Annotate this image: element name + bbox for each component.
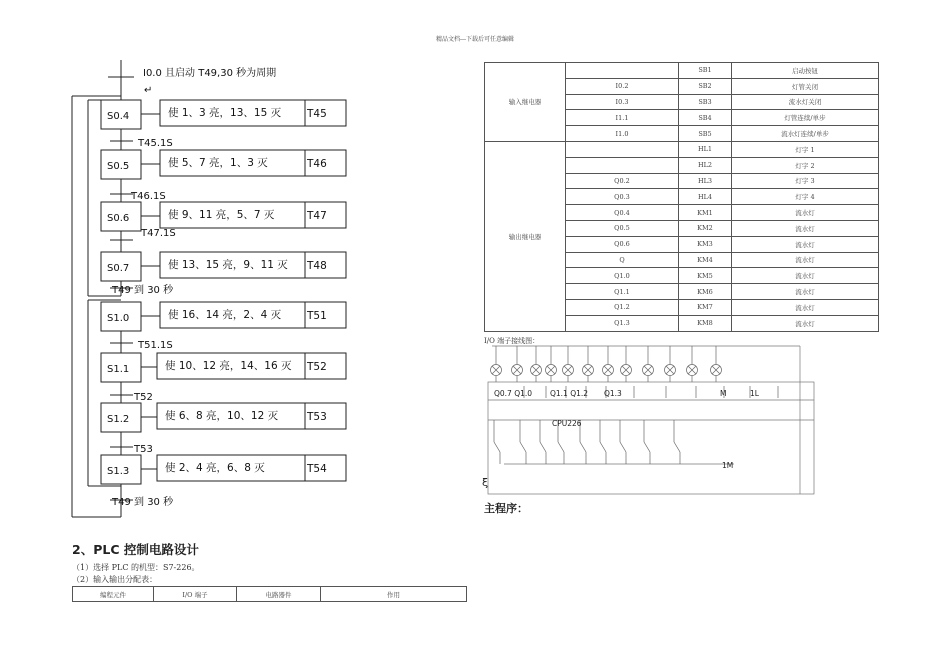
terminal-q13: Q1.3: [604, 389, 622, 398]
switch-icon: [494, 442, 500, 452]
switch-icon: [674, 442, 680, 452]
table-row: [485, 141, 879, 157]
step-label: S0.7: [107, 263, 130, 274]
table-cell: KM8: [679, 315, 732, 331]
table-cell: I0.2: [566, 78, 679, 94]
table-cell: 流水灯: [732, 268, 879, 284]
step-label: S1.3: [107, 466, 130, 477]
transition-label: T49 到 30 秒: [112, 285, 174, 296]
stray-mark: ξ: [482, 476, 489, 489]
init-return-mark: ↵: [144, 85, 153, 96]
action-text: 使 1、3 亮，13、15 灭: [168, 107, 282, 119]
table-cell: SB1: [679, 63, 732, 79]
table-cell: 流水灯连续/单步: [732, 126, 879, 142]
transition-label: T46.1S: [131, 191, 166, 202]
terminal-m: M: [720, 389, 727, 398]
action-text: 使 16、14 亮，2、4 灭: [168, 309, 282, 321]
transition-label: T47.1S: [141, 228, 176, 239]
header-cell: 作用: [321, 587, 467, 602]
page-header: 精品文档---下载后可任意编辑: [435, 36, 515, 43]
sfc-diagram: [0, 0, 480, 540]
transition-label: T51.1S: [138, 340, 173, 351]
terminal-1l: 1L: [750, 389, 759, 398]
timer-label: T52: [307, 361, 327, 373]
table-cell: 流水灯: [732, 315, 879, 331]
table-cell: HL1: [679, 141, 732, 157]
table-cell: 流水灯: [732, 284, 879, 300]
step-label: S0.5: [107, 161, 130, 172]
table-cell: Q0.3: [566, 189, 679, 205]
table-cell: 流水灯: [732, 205, 879, 221]
header-cell: 编程元件: [73, 587, 154, 602]
table-cell: HL3: [679, 173, 732, 189]
step-label: S1.2: [107, 414, 130, 425]
timer-label: T46: [307, 158, 327, 170]
table-cell: 灯管关闭: [732, 78, 879, 94]
table-cell: 灯字 3: [732, 173, 879, 189]
switch-icon: [520, 442, 526, 452]
timer-label: T53: [307, 411, 327, 423]
table-cell: I1.1: [566, 110, 679, 126]
action-text: 使 9、11 亮，5、7 灭: [168, 209, 275, 221]
table-cell: Q: [566, 252, 679, 268]
switch-icon: [558, 442, 564, 452]
io-allocation-table: [484, 62, 879, 332]
table-cell: KM7: [679, 299, 732, 315]
main-program-label: 主程序：: [484, 502, 528, 515]
action-text: 使 2、4 亮，6、8 灭: [165, 462, 265, 474]
table-cell: [566, 157, 679, 173]
step-label: S1.1: [107, 364, 130, 375]
table-cell: Q0.6: [566, 236, 679, 252]
table-cell: 流水灯: [732, 299, 879, 315]
table-cell: 流水灯: [732, 220, 879, 236]
table-cell: Q1.1: [566, 284, 679, 300]
table-cell: 流水灯: [732, 252, 879, 268]
switch-icon: [600, 442, 606, 452]
init-note: I0.0 且启动 T49,30 秒为周期: [143, 68, 277, 79]
header-cell: I/O 端子: [154, 587, 237, 602]
transition-label: T45.1S: [138, 138, 173, 149]
table-cell: Q1.0: [566, 268, 679, 284]
table-cell: SB3: [679, 94, 732, 110]
plc-model-note: （1）选择 PLC 的机型：S7-226。: [72, 563, 200, 572]
timer-label: T45: [307, 108, 327, 120]
table-cell: Q1.2: [566, 299, 679, 315]
wiring-caption: I/O 端子接线图：: [484, 337, 540, 345]
table-cell: Q0.4: [566, 205, 679, 221]
action-text: 使 5、7 亮，1、3 灭: [168, 157, 268, 169]
terminal-q07-q10: Q0.7 Q1.0: [494, 389, 533, 398]
table-cell: 灯字 4: [732, 189, 879, 205]
timer-label: T47: [307, 210, 327, 222]
common-label: 1M: [722, 461, 734, 470]
table-cell: 启动按钮: [732, 63, 879, 79]
table-cell: SB4: [679, 110, 732, 126]
table-cell: KM2: [679, 220, 732, 236]
table-cell: Q0.2: [566, 173, 679, 189]
table-cell: [566, 141, 679, 157]
table-cell: 流水灯: [732, 236, 879, 252]
table-cell: 灯字 1: [732, 141, 879, 157]
timer-label: T54: [307, 463, 327, 475]
cpu-label: CPU226: [552, 419, 582, 428]
table-cell: [566, 63, 679, 79]
table-cell: HL4: [679, 189, 732, 205]
table-cell: KM3: [679, 236, 732, 252]
table-cell: I1.0: [566, 126, 679, 142]
terminal-q11-q12: Q1.1 Q1.2: [550, 389, 589, 398]
step-label: S1.0: [107, 313, 130, 324]
action-text: 使 10、12 亮，14、16 灭: [165, 360, 292, 372]
table-cell: HL2: [679, 157, 732, 173]
timer-label: T51: [307, 310, 327, 322]
transition-label: T52: [134, 392, 153, 403]
action-text: 使 13、15 亮，9、11 灭: [168, 259, 288, 271]
wiring-diagram: [484, 344, 814, 500]
table-cell: 灯管连续/单步: [732, 110, 879, 126]
switch-icon: [644, 442, 650, 452]
group-cell: 输入继电器: [485, 63, 566, 142]
table-cell: Q1.3: [566, 315, 679, 331]
table-cell: KM4: [679, 252, 732, 268]
table-cell: KM1: [679, 205, 732, 221]
header-cell: 电路器件: [237, 587, 321, 602]
transition-label: T53: [134, 444, 153, 455]
table-cell: 流水灯关闭: [732, 94, 879, 110]
step-label: S0.4: [107, 111, 130, 122]
transition-label: T49 到 30 秒: [112, 497, 174, 508]
table-cell: KM6: [679, 284, 732, 300]
step-label: S0.6: [107, 213, 130, 224]
table-cell: KM5: [679, 268, 732, 284]
action-text: 使 6、8 亮，10、12 灭: [165, 410, 279, 422]
io-assign-header-table: [72, 586, 467, 602]
section-title: 2、PLC 控制电路设计: [72, 542, 199, 557]
table-row: [485, 63, 879, 79]
table-cell: 灯字 2: [732, 157, 879, 173]
table-cell: SB5: [679, 126, 732, 142]
timer-label: T48: [307, 260, 327, 272]
table-cell: I0.3: [566, 94, 679, 110]
table-cell: SB2: [679, 78, 732, 94]
switch-icon: [580, 442, 586, 452]
io-table-note: （2）输入输出分配表：: [72, 575, 158, 584]
group-cell: 输出继电器: [485, 141, 566, 331]
switch-icon: [620, 442, 626, 452]
switch-icon: [540, 442, 546, 452]
table-cell: Q0.5: [566, 220, 679, 236]
